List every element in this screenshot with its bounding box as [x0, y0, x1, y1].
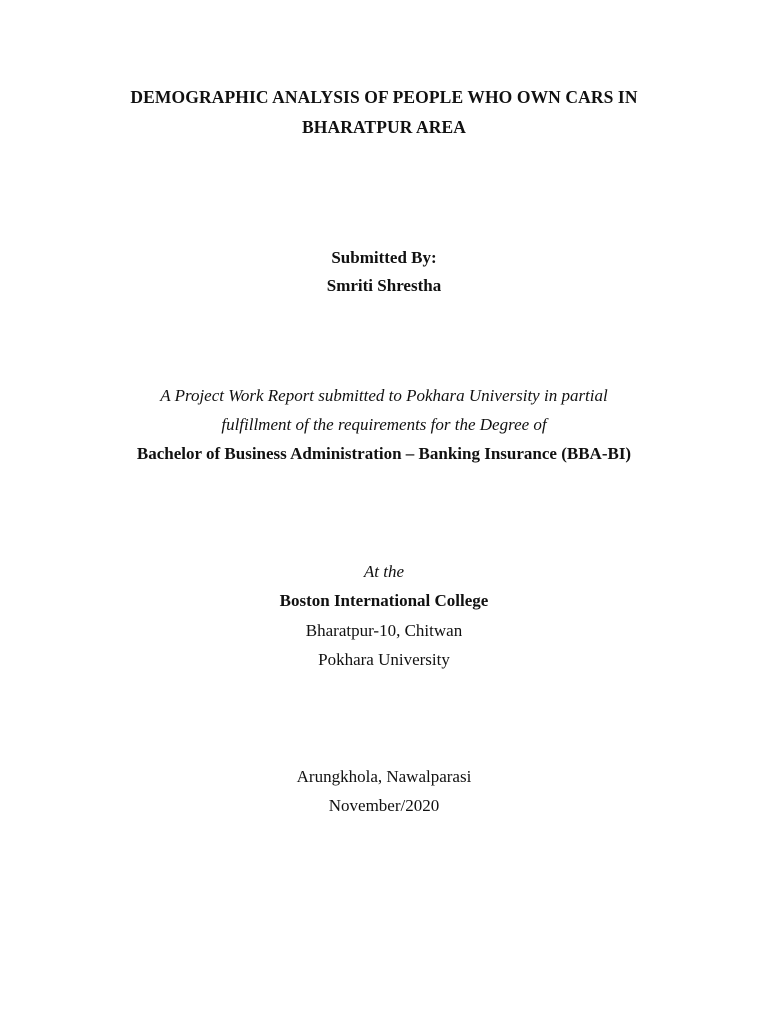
report-title-line-1: DEMOGRAPHIC ANALYSIS OF PEOPLE WHO OWN CARS IN [130, 87, 638, 107]
college-address: Bharatpur-10, Chitwan [305, 621, 463, 640]
college-name: Boston International College [279, 591, 489, 610]
author-name: Smriti Shrestha [326, 276, 442, 295]
at-the-label: At the [363, 562, 405, 581]
report-description-line-2: fulfillment of the requirements for the Degree of [221, 415, 547, 434]
degree-name: Bachelor of Business Administration – Banking Insurance (BBA-BI) [136, 444, 632, 463]
submitted-by-label: Submitted By: [331, 248, 437, 267]
submission-date: November/2020 [328, 796, 440, 815]
report-title-line-2: BHARATPUR AREA [302, 117, 466, 137]
report-description-line-1: A Project Work Report submitted to Pokhara University in partial [160, 386, 608, 405]
university-name: Pokhara University [318, 650, 450, 669]
submission-place: Arungkhola, Nawalparasi [296, 767, 472, 786]
